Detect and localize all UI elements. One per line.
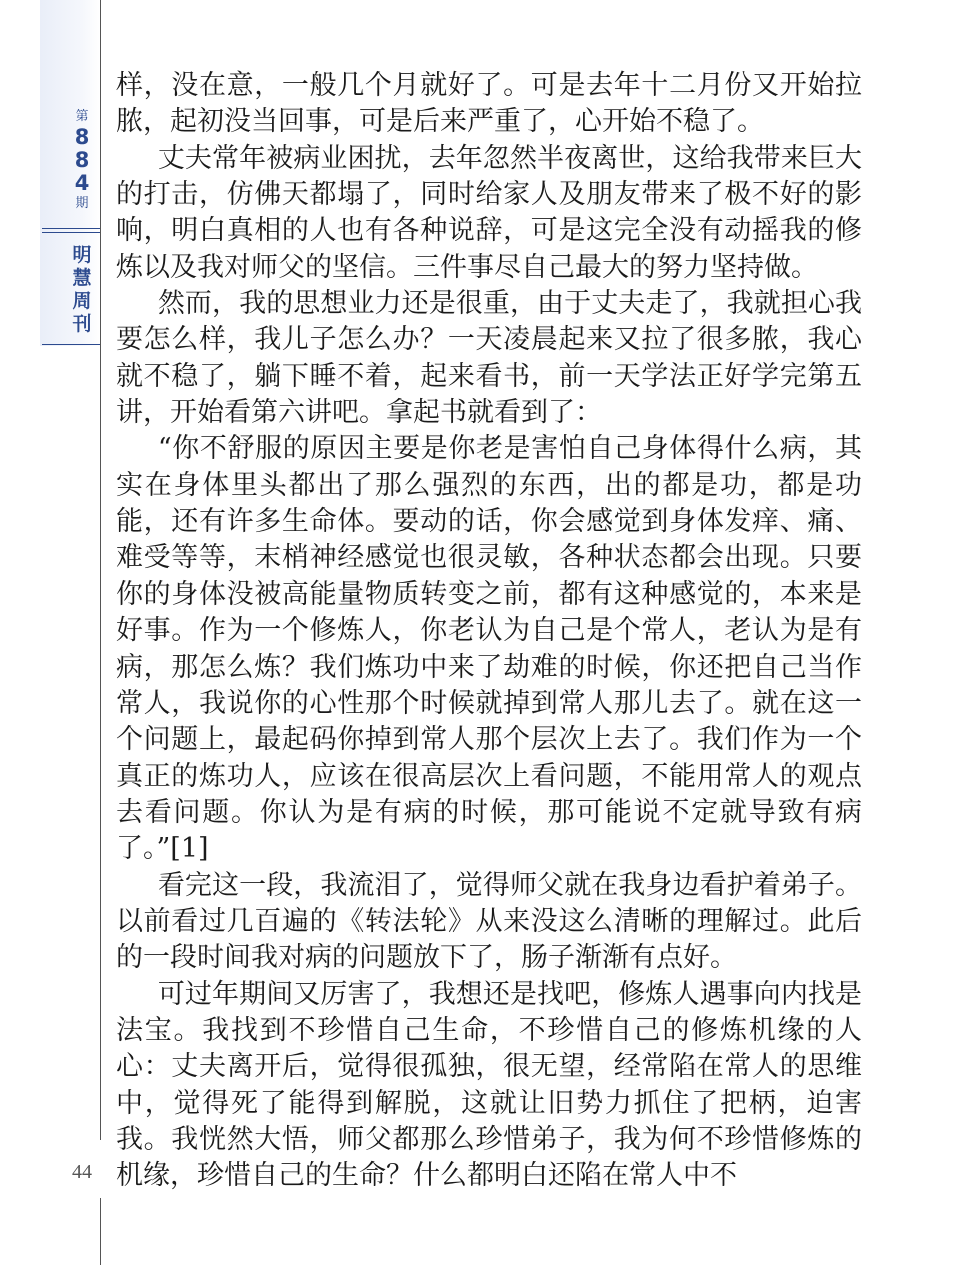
paragraph: 然而，我的思想业力还是很重，由于丈夫走了，我就担心我要怎么样，我儿子怎么办？一天凌晨起来又拉了很多脓，我心就不稳了，躺下睡不着，起来看书，前一天学法正好学完第五讲，开始看第六讲吧。拿起书就看到了：: [116, 288, 862, 429]
magazine-title-char: 慧: [72, 267, 92, 289]
divider: [42, 344, 100, 345]
issue-number: [62, 108, 102, 213]
divider: [42, 228, 100, 229]
issue-digit: 8: [74, 148, 90, 172]
paragraph: 样，没在意，一般几个月就好了。可是去年十二月份又开始拉脓，起初没当回事，可是后来严重了，心开始不稳了。: [116, 70, 862, 138]
paragraph: 看完这一段，我流泪了，觉得师父就在我身边看护着弟子。以前看过几百遍的《转法轮》从来没这么清晰的理解过。此后的一段时间我对病的问题放下了，肠子渐渐有点好。: [116, 869, 862, 974]
quote-paragraph: “你不舒服的原因主要是你老是害怕自己身体得什么病，其实在身体里头都出了那么强烈的东西，出的都是功，都是功能，还有许多生命体。要动的话，你会感觉到身体发痒、痛、难受等等，末梢神经感觉也很灵敏，各种状态都会出现。只要你的身体没被高能量物质转变之前，都有这种感觉的，本来是好事。作为一个修炼人，你老认为自己是个常人，老认为是有病，那怎么炼？我们炼功中来了劫难的时候，你还把自己当作常人，我说你的心性那个时候就掉到常人那儿去了。就在这一个问题上，最起码你掉到常人那个层次上去了。我们作为一个真正的炼功人，应该在很高层次上看问题，不能用常人的观点去看问题。你认为是有病的时候，那可能说不定就导致有病了。”[1]: [116, 433, 862, 865]
magazine-title: [62, 244, 102, 336]
paragraph: 丈夫常年被病业困扰，去年忽然半夜离世，这给我带来巨大的打击，仿佛天都塌了，同时给家人及朋友带来了极不好的影响，明白真相的人也有各种说辞，可是这完全没有动摇我的修炼以及我对师父的坚信。三件事尽自己最大的努力坚持做。: [116, 142, 862, 283]
issue-digit: 4: [74, 171, 90, 195]
issue-digit: 8: [74, 125, 90, 149]
magazine-title-char: 周: [72, 290, 92, 312]
issue-prefix: 第: [75, 109, 89, 124]
magazine-title-char: 刊: [72, 313, 92, 335]
paragraph: 可过年期间又厉害了，我想还是找吧，修炼人遇事向内找是法宝。我找到不珍惜自己生命，不珍惜自己的修炼机缘的人心：丈夫离开后，觉得很孤独，很无望，经常陷在常人的思维中，觉得死了能得到解脱，这就让旧势力抓住了把柄，迫害我。我恍然大悟，师父都那么珍惜弟子，我为何不珍惜修炼的机缘，珍惜自己的生命？什么都明白还陷在常人中不: [116, 978, 862, 1192]
divider: [42, 232, 100, 233]
article-body: [116, 68, 862, 1195]
issue-suffix: 期: [75, 196, 89, 211]
magazine-title-char: 明: [72, 244, 92, 266]
sidebar: [0, 0, 100, 1265]
page-number: 44: [72, 1161, 92, 1183]
